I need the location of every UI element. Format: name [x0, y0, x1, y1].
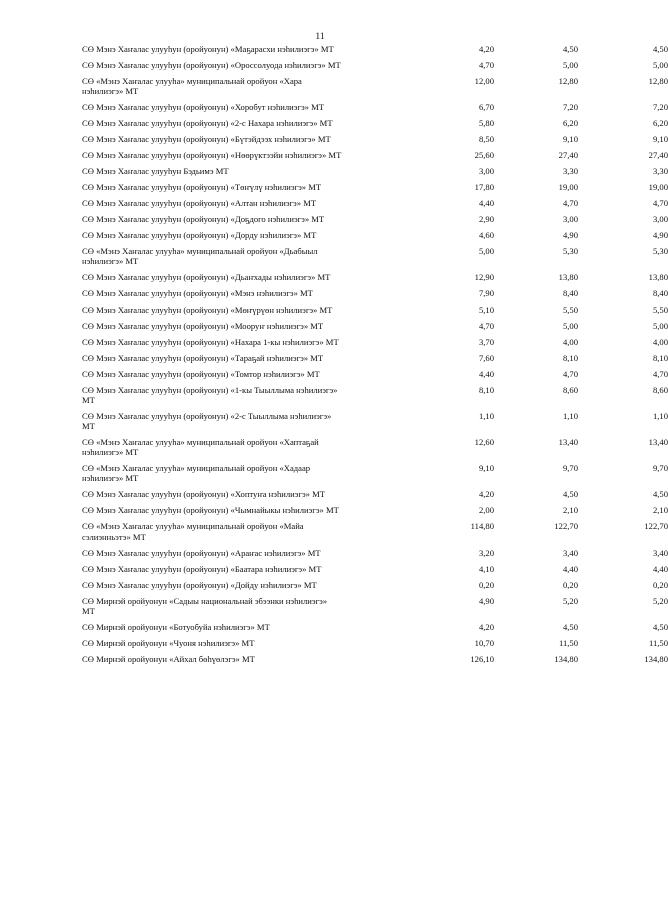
value-col-2: 3,40: [562, 547, 578, 558]
row-name: СӨ Мэнэ Хаҥалас улууһун (оройуонун) «Мэнэ нэһилиэгэ» МТ: [82, 288, 313, 299]
value-col-3: 13,40: [648, 437, 668, 448]
row-name: СӨ Мэнэ Хаҥалас улууһун (оройуонун) «2-с Тыыллыма нэһилиэгэ» МТ: [82, 410, 332, 432]
value-col-3: 4,70: [652, 368, 668, 379]
value-col-2: 2,10: [562, 505, 578, 516]
table-row: [82, 214, 668, 225]
row-name: СӨ Мэнэ Хаҥалас улууһун (оройуонун) «Нахара 1-кы нэһилиэгэ» МТ: [82, 336, 339, 347]
value-col-1: 5,00: [478, 246, 494, 257]
row-name: СӨ Мэнэ Хаҥалас улууһун (оройуонун) «Мөҥүрүөн нэһилиэгэ» МТ: [82, 304, 333, 315]
value-col-2: 5,50: [562, 304, 578, 315]
value-col-1: 4,70: [478, 60, 494, 70]
row-name: СӨ Мэнэ Хаҥалас улууһун (оройуонун) «Бүтэйдээх нэһилиэгэ» МТ: [82, 134, 331, 145]
row-name: СӨ Мэнэ Хаҥалас улууһун (оройуонун) «Чымнайыкы нэһилиэгэ» МТ: [82, 505, 339, 516]
table-row: [82, 76, 668, 97]
value-col-3: 122,70: [644, 521, 668, 532]
table-row: [82, 336, 668, 347]
value-col-1: 4,60: [478, 230, 494, 241]
table-row: [82, 384, 668, 405]
value-col-2: 4,40: [562, 563, 578, 574]
table-row: [82, 595, 668, 616]
row-name: СӨ Мэнэ Хаҥалас улууһун (оройуонун) «2-с Нахара нэһилиэгэ» МТ: [82, 118, 333, 129]
row-name: СӨ Мэнэ Хаҥалас улууһун (оройуонун) «Ороссолуода нэһилиэгэ» МТ: [82, 60, 341, 70]
value-col-2: 6,20: [562, 118, 578, 129]
value-col-1: 4,20: [478, 44, 494, 54]
value-col-2: 0,20: [562, 579, 578, 590]
row-name: СӨ «Мэнэ Хаҥалас улууһа» муниципальнай оройуон «Майа сэлиэнньэтэ» МТ: [82, 521, 304, 542]
value-col-2: 9,10: [562, 134, 578, 145]
value-col-1: 126,10: [470, 654, 494, 665]
value-col-2: 4,00: [562, 336, 578, 347]
value-col-2: 134,80: [554, 654, 578, 665]
table-row: [82, 150, 668, 161]
row-name: СӨ Мэнэ Хаҥалас улууһун (оройуонун) «Нөөрүктээйи нэһилиэгэ» МТ: [82, 150, 342, 161]
value-col-1: 5,10: [478, 304, 494, 315]
value-col-3: 1,10: [652, 410, 668, 421]
value-col-2: 13,40: [558, 437, 578, 448]
table-row: [82, 134, 668, 145]
table-row: [82, 352, 668, 363]
table-row: [82, 505, 668, 516]
table-row: [82, 463, 668, 484]
row-name: СӨ Мирнэй оройуонун «Садыы национальнай эбээнки нэһилиэгэ» МТ: [82, 595, 328, 616]
table-row: [82, 246, 668, 267]
value-col-3: 13,80: [648, 272, 668, 283]
row-name: СӨ Мирнэй оройуонун «Ботуобуйа нэһилиэгэ» МТ: [82, 621, 270, 632]
row-name: СӨ Мэнэ Хаҥалас улууһун (оройуонун) «Томтор нэһилиэгэ» МТ: [82, 368, 320, 379]
value-col-2: 8,60: [562, 384, 578, 395]
table-row: [82, 60, 668, 70]
value-col-3: 4,90: [652, 230, 668, 241]
value-col-2: 3,00: [562, 214, 578, 225]
value-col-2: 7,20: [562, 102, 578, 113]
table-row: [82, 410, 668, 432]
row-name: СӨ Мэнэ Хаҥалас улууһун (оройуонун) «Баатара нэһилиэгэ» МТ: [82, 563, 322, 574]
row-name: СӨ Мэнэ Хаҥалас улууһун (оройуонун) «Дьаҥхады нэһилиэгэ» МТ: [82, 272, 331, 283]
value-col-1: 6,70: [478, 102, 494, 113]
value-col-2: 4,70: [562, 198, 578, 209]
table-row: [82, 288, 668, 299]
value-col-3: 9,70: [652, 463, 668, 474]
row-name: СӨ Мэнэ Хаҥалас улууһун (оройуонун) «Дойду нэһилиэгэ» МТ: [82, 579, 317, 590]
value-col-1: 4,90: [478, 595, 494, 606]
row-name: СӨ Мэнэ Хаҥалас улууһун (оройуонун) «1-кы Тыыллыма нэһилиэгэ» МТ: [82, 384, 338, 405]
value-col-1: 2,90: [478, 214, 494, 225]
table-row: [82, 368, 668, 379]
value-col-2: 5,30: [562, 246, 578, 257]
value-col-2: 4,50: [562, 489, 578, 500]
value-col-3: 3,30: [652, 166, 668, 177]
value-col-3: 11,50: [648, 638, 668, 649]
value-col-3: 4,40: [652, 563, 668, 574]
table-row: [82, 320, 668, 331]
row-name: СӨ «Мэнэ Хаҥалас улууһа» муниципальнай оройуон «Хаптаҕай нэһилиэгэ» МТ: [82, 437, 319, 458]
row-name: СӨ Мэнэ Хаҥалас улууһун Бэдьимэ МТ: [82, 166, 229, 177]
value-col-3: 8,60: [652, 384, 668, 395]
table-row: [82, 44, 668, 54]
value-col-2: 3,30: [562, 166, 578, 177]
table-row: [82, 521, 668, 542]
value-col-2: 1,10: [562, 410, 578, 421]
value-col-2: 122,70: [554, 521, 578, 532]
value-col-1: 9,10: [478, 463, 494, 474]
value-col-3: 8,40: [652, 288, 668, 299]
value-col-1: 5,80: [478, 118, 494, 129]
value-col-2: 4,50: [562, 621, 578, 632]
value-col-1: 7,60: [478, 352, 494, 363]
value-col-1: 4,20: [478, 489, 494, 500]
value-col-3: 8,10: [652, 352, 668, 363]
value-col-3: 5,00: [652, 320, 668, 331]
value-col-1: 4,40: [478, 368, 494, 379]
page-number: 11: [315, 32, 325, 42]
row-name: СӨ Мирнэй оройуонун «Чуоня нэһилиэгэ» МТ: [82, 638, 255, 649]
row-name: СӨ Мэнэ Хаҥалас улууһун (оройуонун) «Төҥүлү нэһилиэгэ» МТ: [82, 182, 322, 193]
value-col-2: 5,20: [562, 595, 578, 606]
table-row: [82, 182, 668, 193]
row-name: СӨ «Мэнэ Хаҥалас улууһа» муниципальнай оройуон «Хара нэһилиэгэ» МТ: [82, 76, 302, 97]
row-name: СӨ Мэнэ Хаҥалас улууһун (оройуонун) «Хоптуҥа нэһилиэгэ» МТ: [82, 489, 325, 500]
value-col-3: 6,20: [652, 118, 668, 129]
value-col-3: 2,10: [652, 505, 668, 516]
value-col-2: 4,70: [562, 368, 578, 379]
table-row: [82, 304, 668, 315]
value-col-2: 8,40: [562, 288, 578, 299]
table-row: [82, 272, 668, 283]
value-col-2: 11,50: [558, 638, 578, 649]
value-col-3: 12,80: [648, 76, 668, 86]
value-col-3: 4,50: [652, 621, 668, 632]
value-col-2: 4,90: [562, 230, 578, 241]
value-col-2: 5,00: [562, 320, 578, 331]
value-col-1: 1,10: [478, 410, 494, 421]
value-col-1: 12,60: [474, 437, 494, 448]
value-col-1: 4,20: [478, 621, 494, 632]
table-row: [82, 102, 668, 113]
value-col-1: 10,70: [474, 638, 494, 649]
value-col-3: 4,00: [652, 336, 668, 347]
row-name: СӨ Мэнэ Хаҥалас улууһун (оройуонун) «Алтан нэһилиэгэ» МТ: [82, 198, 317, 209]
value-col-1: 17,80: [474, 182, 494, 193]
row-name: СӨ «Мэнэ Хаҥалас улууһа» муниципальнай оройуон «Хадаар нэһилиэгэ» МТ: [82, 463, 311, 484]
value-col-3: 5,50: [652, 304, 668, 315]
value-col-3: 4,70: [652, 198, 668, 209]
table-row: [82, 198, 668, 209]
value-col-3: 4,50: [652, 44, 668, 54]
table-row: [82, 621, 668, 632]
value-col-2: 5,00: [562, 60, 578, 70]
row-name: СӨ Мэнэ Хаҥалас улууһун (оройуонун) «Маҕарасхи нэһилиэгэ» МТ: [82, 44, 334, 54]
value-col-3: 27,40: [648, 150, 668, 161]
value-col-2: 27,40: [558, 150, 578, 161]
row-name: СӨ Мэнэ Хаҥалас улууһун (оройуонун) «Мооруҥ нэһилиэгэ» МТ: [82, 320, 324, 331]
table-row: [82, 563, 668, 574]
value-col-1: 3,70: [478, 336, 494, 347]
value-col-2: 8,10: [562, 352, 578, 363]
value-col-3: 9,10: [652, 134, 668, 145]
row-name: СӨ Мэнэ Хаҥалас улууһун (оройуонун) «Тараҕай нэһилиэгэ» МТ: [82, 352, 324, 363]
budget-table: [82, 44, 668, 670]
value-col-3: 4,50: [652, 489, 668, 500]
row-name: СӨ Мэнэ Хаҥалас улууһун (оройуонун) «Доҕдого нэһилиэгэ» МТ: [82, 214, 325, 225]
row-name: СӨ Мэнэ Хаҥалас улууһун (оройуонун) «Хоробут нэһилиэгэ» МТ: [82, 102, 324, 113]
value-col-1: 114,80: [470, 521, 494, 532]
value-col-3: 19,00: [648, 182, 668, 193]
value-col-3: 5,20: [652, 595, 668, 606]
value-col-1: 4,10: [478, 563, 494, 574]
value-col-3: 3,40: [652, 547, 668, 558]
row-name: СӨ «Мэнэ Хаҥалас улууһа» муниципальнай оройуон «Дьабыыл нэһилиэгэ» МТ: [82, 246, 318, 267]
value-col-1: 4,40: [478, 198, 494, 209]
value-col-1: 0,20: [478, 579, 494, 590]
value-col-3: 134,80: [644, 654, 668, 665]
value-col-1: 12,90: [474, 272, 494, 283]
value-col-3: 5,00: [652, 60, 668, 70]
value-col-2: 19,00: [558, 182, 578, 193]
value-col-3: 7,20: [652, 102, 668, 113]
row-name: СӨ Мэнэ Хаҥалас улууһун (оройуонун) «Араҥас нэһилиэгэ» МТ: [82, 547, 321, 558]
table-row: [82, 654, 668, 665]
table-row: [82, 437, 668, 458]
value-col-1: 12,00: [474, 76, 494, 86]
value-col-2: 12,80: [558, 76, 578, 86]
value-col-1: 4,70: [478, 320, 494, 331]
value-col-2: 4,50: [562, 44, 578, 54]
table-row: [82, 230, 668, 241]
value-col-1: 2,00: [478, 505, 494, 516]
value-col-1: 7,90: [478, 288, 494, 299]
value-col-1: 3,20: [478, 547, 494, 558]
table-row: [82, 638, 668, 649]
value-col-2: 13,80: [558, 272, 578, 283]
table-row: [82, 118, 668, 129]
value-col-3: 0,20: [652, 579, 668, 590]
value-col-3: 5,30: [652, 246, 668, 257]
row-name: СӨ Мирнэй оройуонун «Айхал бөһүөлэгэ» МТ: [82, 654, 255, 665]
table-row: [82, 489, 668, 500]
value-col-1: 3,00: [478, 166, 494, 177]
value-col-2: 9,70: [562, 463, 578, 474]
value-col-1: 8,50: [478, 134, 494, 145]
table-row: [82, 547, 668, 558]
table-row: [82, 166, 668, 177]
table-row: [82, 579, 668, 590]
value-col-1: 25,60: [474, 150, 494, 161]
value-col-1: 8,10: [478, 384, 494, 395]
value-col-3: 3,00: [652, 214, 668, 225]
row-name: СӨ Мэнэ Хаҥалас улууһун (оройуонун) «Дорду нэһилиэгэ» МТ: [82, 230, 317, 241]
